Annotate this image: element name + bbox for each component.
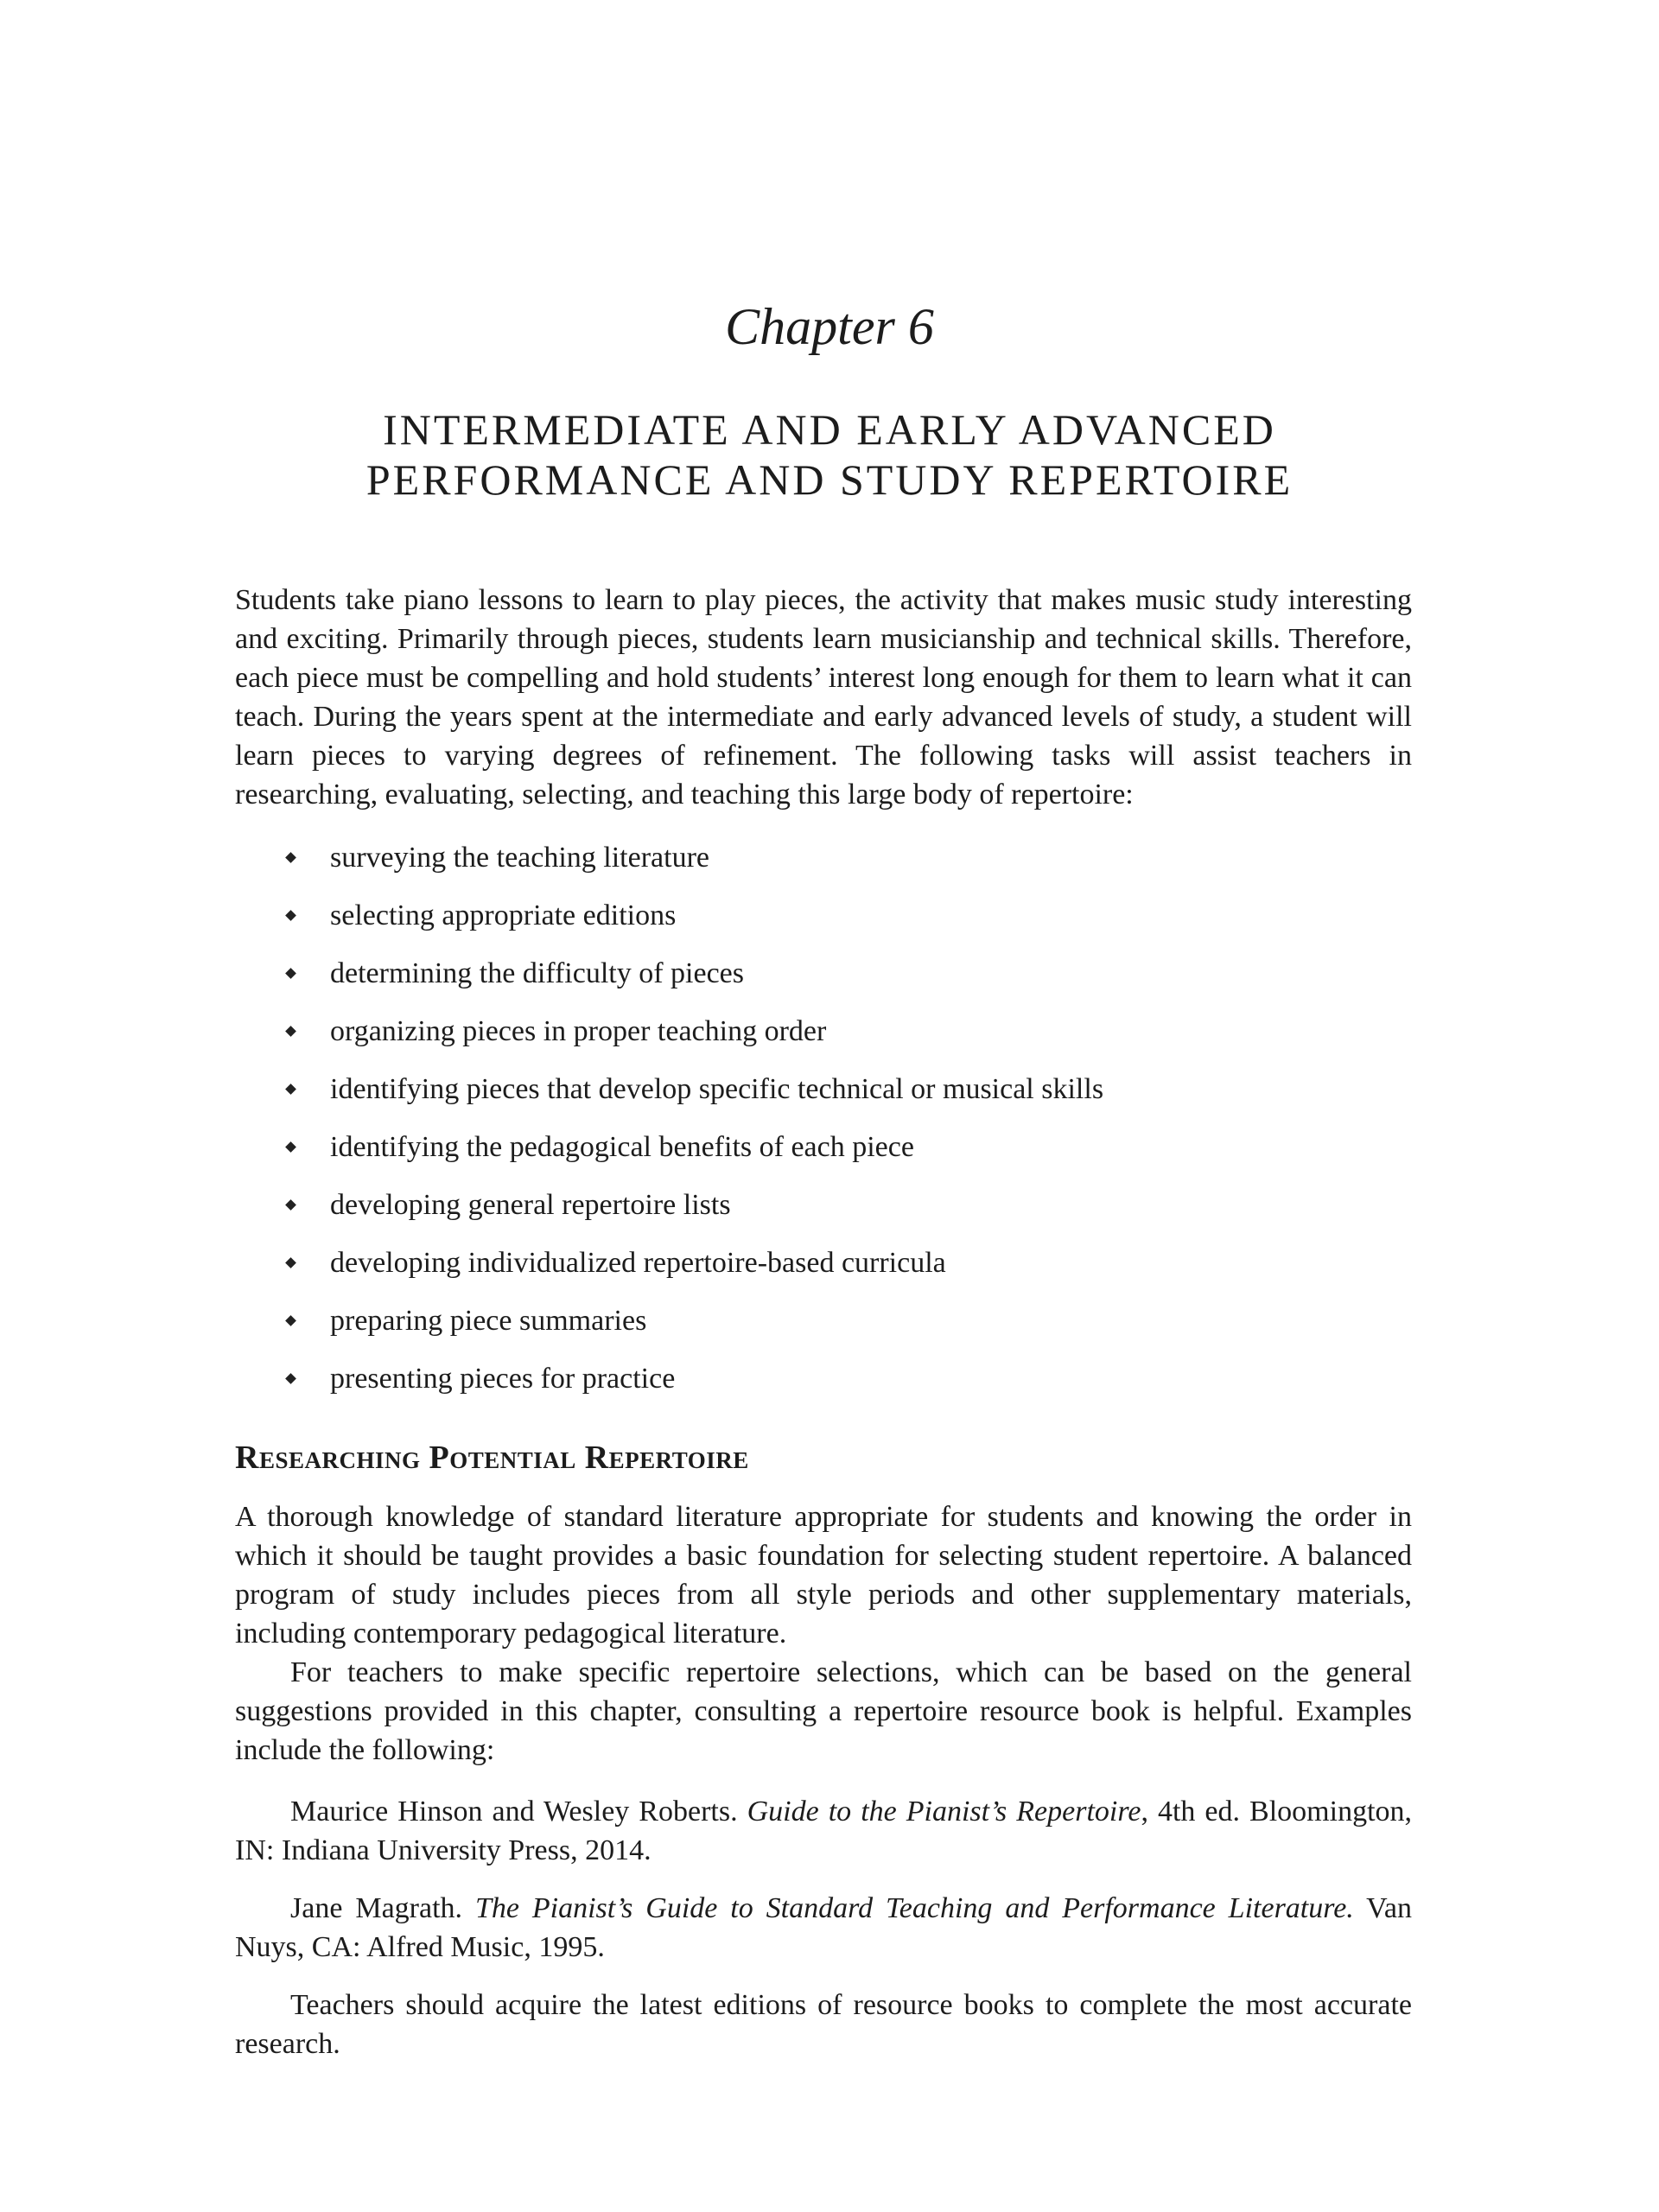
- list-item-text: surveying the teaching literature: [330, 842, 709, 874]
- reference-details: , 4th ed. Bloomington, IN: Indiana University Press, 2014.: [235, 1796, 1413, 1866]
- diamond-bullet-icon: [285, 910, 296, 921]
- list-item-text: organizing pieces in proper teaching order: [330, 1015, 827, 1047]
- diamond-bullet-icon: [285, 968, 296, 979]
- chapter-title-line-1: INTERMEDIATE AND EARLY ADVANCED: [383, 405, 1276, 454]
- list-item-text: identifying the pedagogical benefits of each piece: [330, 1131, 914, 1163]
- list-item: [287, 1068, 1402, 1126]
- task-list: [287, 836, 1402, 1415]
- intro-paragraph: Students take piano lessons to learn to play pieces, the activity that makes music study interesting and exciting. Primarily through pieces, students learn musicianship and technical skills. Therefore, each piece must be compelling and hold students’ interest long enough for them to learn what it can teach. During the years spent at the intermediate and early advanced levels of study, a student will learn pieces to varying degrees of refinement. The following tasks will assist teachers in researching, evaluating, selecting, and teaching this large body of repertoire:: [235, 584, 1412, 810]
- list-item: [287, 1184, 1402, 1242]
- reference-entry-1: [235, 1792, 1412, 1870]
- list-item-text: developing individualized repertoire-based curricula: [330, 1247, 946, 1279]
- diamond-bullet-icon: [285, 1257, 296, 1268]
- diamond-bullet-icon: [285, 1373, 296, 1384]
- section-paragraph-2: For teachers to make specific repertoire selections, which can be based on the general suggestions provided in this chapter, consulting a repertoire resource book is helpful. Examples include the following:: [235, 1656, 1412, 1766]
- intro-block: [235, 581, 1412, 814]
- list-item-text: identifying pieces that develop specific technical or musical skills: [330, 1073, 1104, 1105]
- reference-authors: Jane Magrath.: [290, 1892, 475, 1924]
- diamond-bullet-icon: [285, 1141, 296, 1153]
- diamond-bullet-icon: [285, 852, 296, 863]
- list-item: [287, 1126, 1402, 1184]
- section-paragraph-1: A thorough knowledge of standard literature appropriate for students and knowing the order in which it should be taught provides a basic foundation for selecting student repertoire. A balanced program of study includes pieces from all style periods and other supplementary materials, including contemporary pedagogical literature.: [235, 1501, 1412, 1649]
- section-heading: Researching Potential Repertoire: [235, 1440, 749, 1476]
- chapter-label: Chapter 6: [725, 298, 934, 355]
- reference-title: The Pianist’s Guide to Standard Teaching and Performance Literature.: [474, 1892, 1354, 1924]
- list-item: [287, 1242, 1402, 1300]
- list-item: [287, 952, 1402, 1010]
- list-item: [287, 1010, 1402, 1068]
- reference-entry-2: [235, 1889, 1412, 1967]
- diamond-bullet-icon: [285, 1315, 296, 1326]
- reference-title: Guide to the Pianist’s Repertoire: [747, 1796, 1141, 1827]
- list-item: [287, 1300, 1402, 1357]
- list-item-text: determining the difficulty of pieces: [330, 957, 745, 989]
- list-item: [287, 894, 1402, 952]
- diamond-bullet-icon: [285, 1199, 296, 1211]
- reference-details: Van Nuys, CA: Alfred Music, 1995.: [235, 1892, 1412, 1963]
- closing-paragraph: Teachers should acquire the latest editions of resource books to complete the most accurate research.: [235, 1989, 1412, 2060]
- list-item-text: developing general repertoire lists: [330, 1189, 731, 1221]
- diamond-bullet-icon: [285, 1084, 296, 1095]
- list-item-text: selecting appropriate editions: [330, 899, 677, 931]
- chapter-title: [0, 404, 1659, 505]
- list-item: [287, 836, 1402, 894]
- list-item-text: preparing piece summaries: [330, 1305, 647, 1337]
- chapter-title-line-2: PERFORMANCE AND STUDY REPERTOIRE: [365, 455, 1294, 504]
- diamond-bullet-icon: [285, 1026, 296, 1037]
- reference-authors: Maurice Hinson and Wesley Roberts.: [290, 1796, 747, 1827]
- list-item: [287, 1357, 1402, 1415]
- section-body: [235, 1497, 1412, 2063]
- list-item-text: presenting pieces for practice: [330, 1363, 676, 1395]
